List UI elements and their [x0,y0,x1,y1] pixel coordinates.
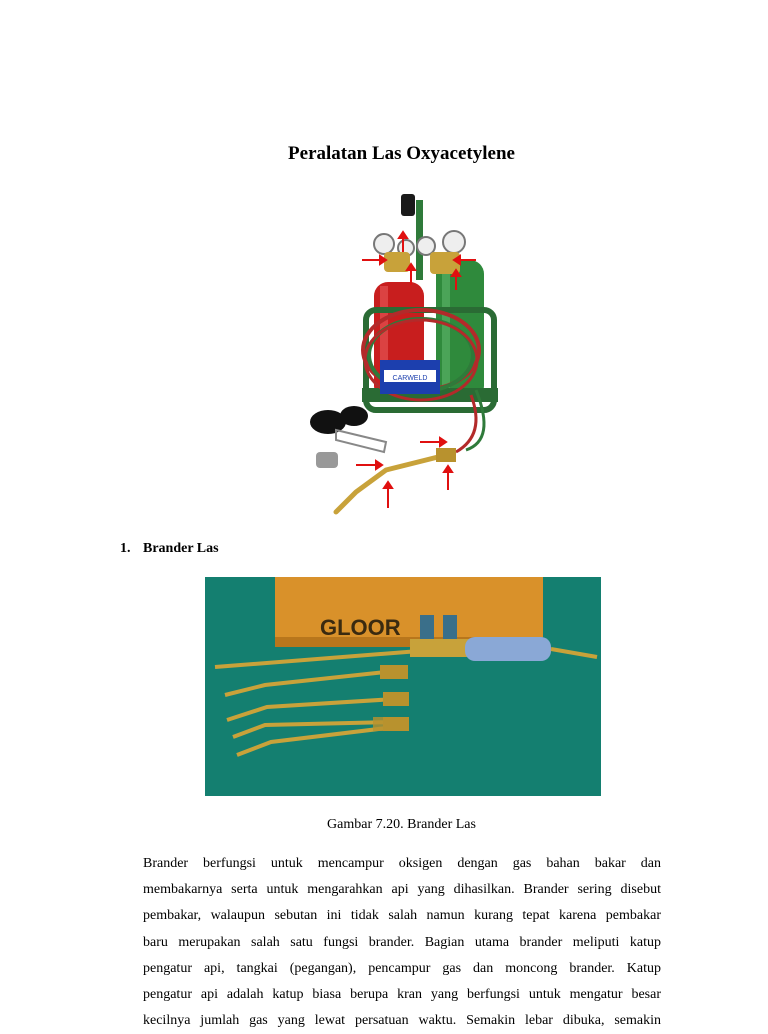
oxyacetylene-set-image [296,190,506,520]
paragraph-line: pengatur api, tangkai (pegangan), pencampur gas dan moncong brander. Katup [143,960,661,976]
section-number: 1. [120,541,131,556]
section-title: Brander Las [143,541,219,556]
box-brand-text: GLOOR [320,615,401,640]
paragraph-line: baru merupakan salah satu fungsi brander. Bagian utama brander meliputi katup [143,934,661,950]
body-paragraph [143,851,661,1034]
figure-caption: Gambar 7.20. Brander Las [327,817,476,832]
brander-las-photo [205,577,601,796]
box-label: CARWELD [392,375,428,382]
paragraph-line: pembakar, walaupun sebutan ini tidak salah namun kurang tepat karena pembakar [143,908,661,924]
paragraph-line: Brander berfungsi untuk mencampur oksigen dengan gas bahan bakar dan [143,856,661,871]
section-heading [120,539,219,559]
paragraph-line: kecilnya jumlah gas yang lewat persatuan waktu. Semakin lebar dibuka, semakin [143,1013,661,1029]
page-title: Peralatan Las Oxyacetylene [288,143,515,164]
paragraph-line: membakarnya serta untuk mengarahkan api yang dihasilkan. Brander sering disebut [143,882,661,898]
paragraph-line: pengatur api adalah katup biasa berupa kran yang berfungsi untuk mengatur besar [143,987,661,1003]
